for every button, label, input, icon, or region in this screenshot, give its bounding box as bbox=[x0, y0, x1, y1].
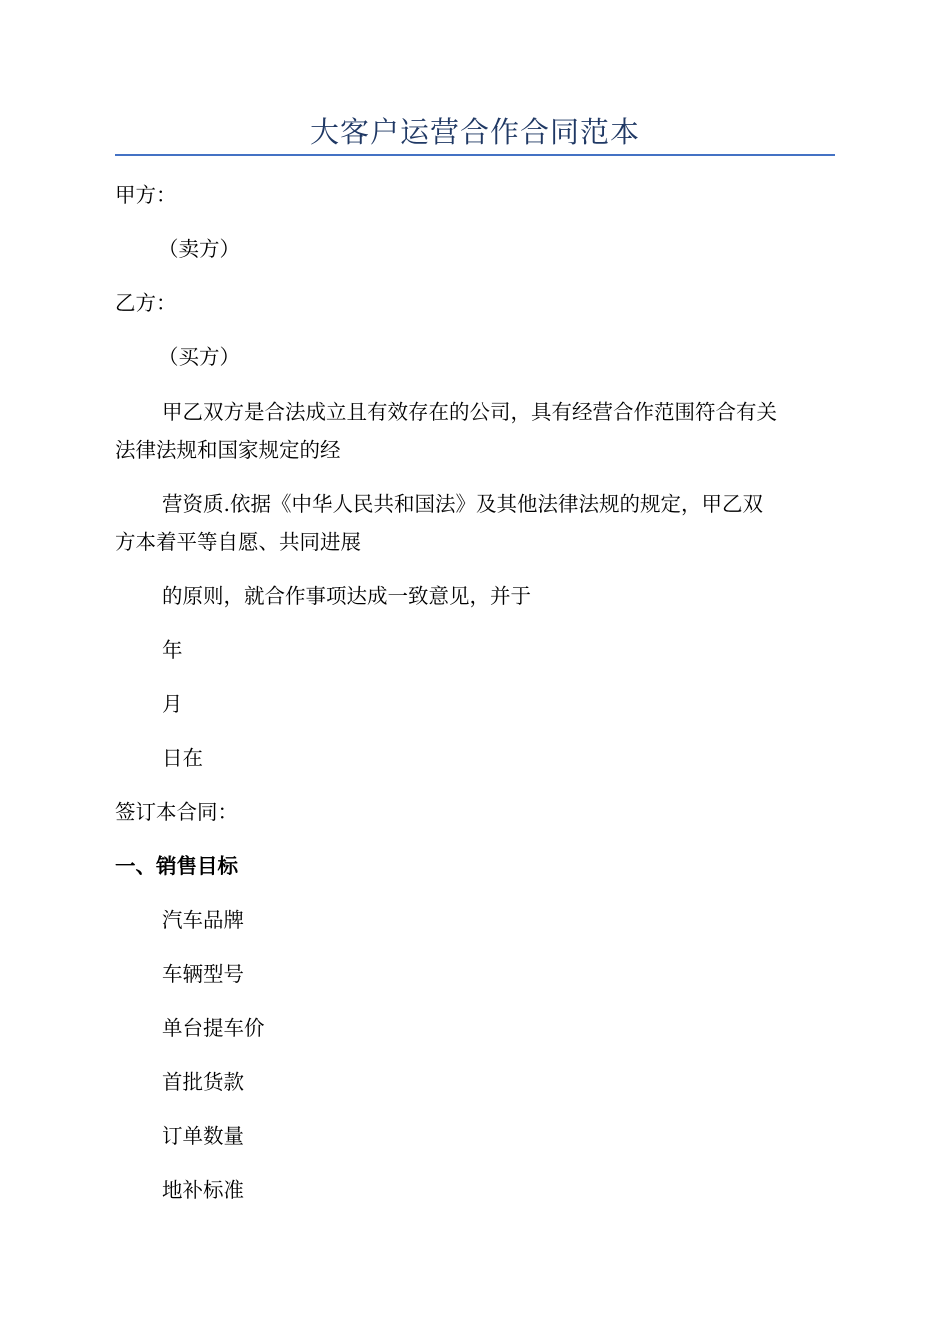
preamble-p1-line2: 法律法规和国家规定的经 bbox=[115, 438, 341, 462]
preamble-year: 年 bbox=[162, 638, 183, 662]
preamble-day-at: 日在 bbox=[162, 746, 203, 770]
section-heading-sales-target: 一、销售目标 bbox=[115, 854, 238, 878]
preamble-signing: 签订本合同： bbox=[115, 800, 238, 824]
preamble-p2-line1: 营资质.依据《中华人民共和国法》及其他法律法规的规定，甲乙双 bbox=[162, 492, 764, 516]
list-item: 地补标准 bbox=[162, 1178, 244, 1202]
preamble-p2-line2: 方本着平等自愿、共同进展 bbox=[115, 530, 361, 554]
party-a-role: （卖方） bbox=[158, 237, 240, 261]
party-a-label: 甲方： bbox=[115, 183, 177, 207]
list-item: 订单数量 bbox=[162, 1124, 244, 1148]
title-underline bbox=[115, 154, 835, 156]
party-b-role: （买方） bbox=[158, 345, 240, 369]
party-b-label: 乙方： bbox=[115, 291, 177, 315]
list-item: 汽车品牌 bbox=[162, 908, 244, 932]
preamble-p3: 的原则，就合作事项达成一致意见，并于 bbox=[162, 584, 531, 608]
list-item: 单台提车价 bbox=[162, 1016, 265, 1040]
list-item: 车辆型号 bbox=[162, 962, 244, 986]
preamble-p1-line1: 甲乙双方是合法成立且有效存在的公司，具有经营合作范围符合有关 bbox=[162, 400, 777, 424]
list-item: 首批货款 bbox=[162, 1070, 244, 1094]
preamble-month: 月 bbox=[162, 692, 183, 716]
document-title: 大客户运营合作合同范本 bbox=[309, 115, 640, 149]
